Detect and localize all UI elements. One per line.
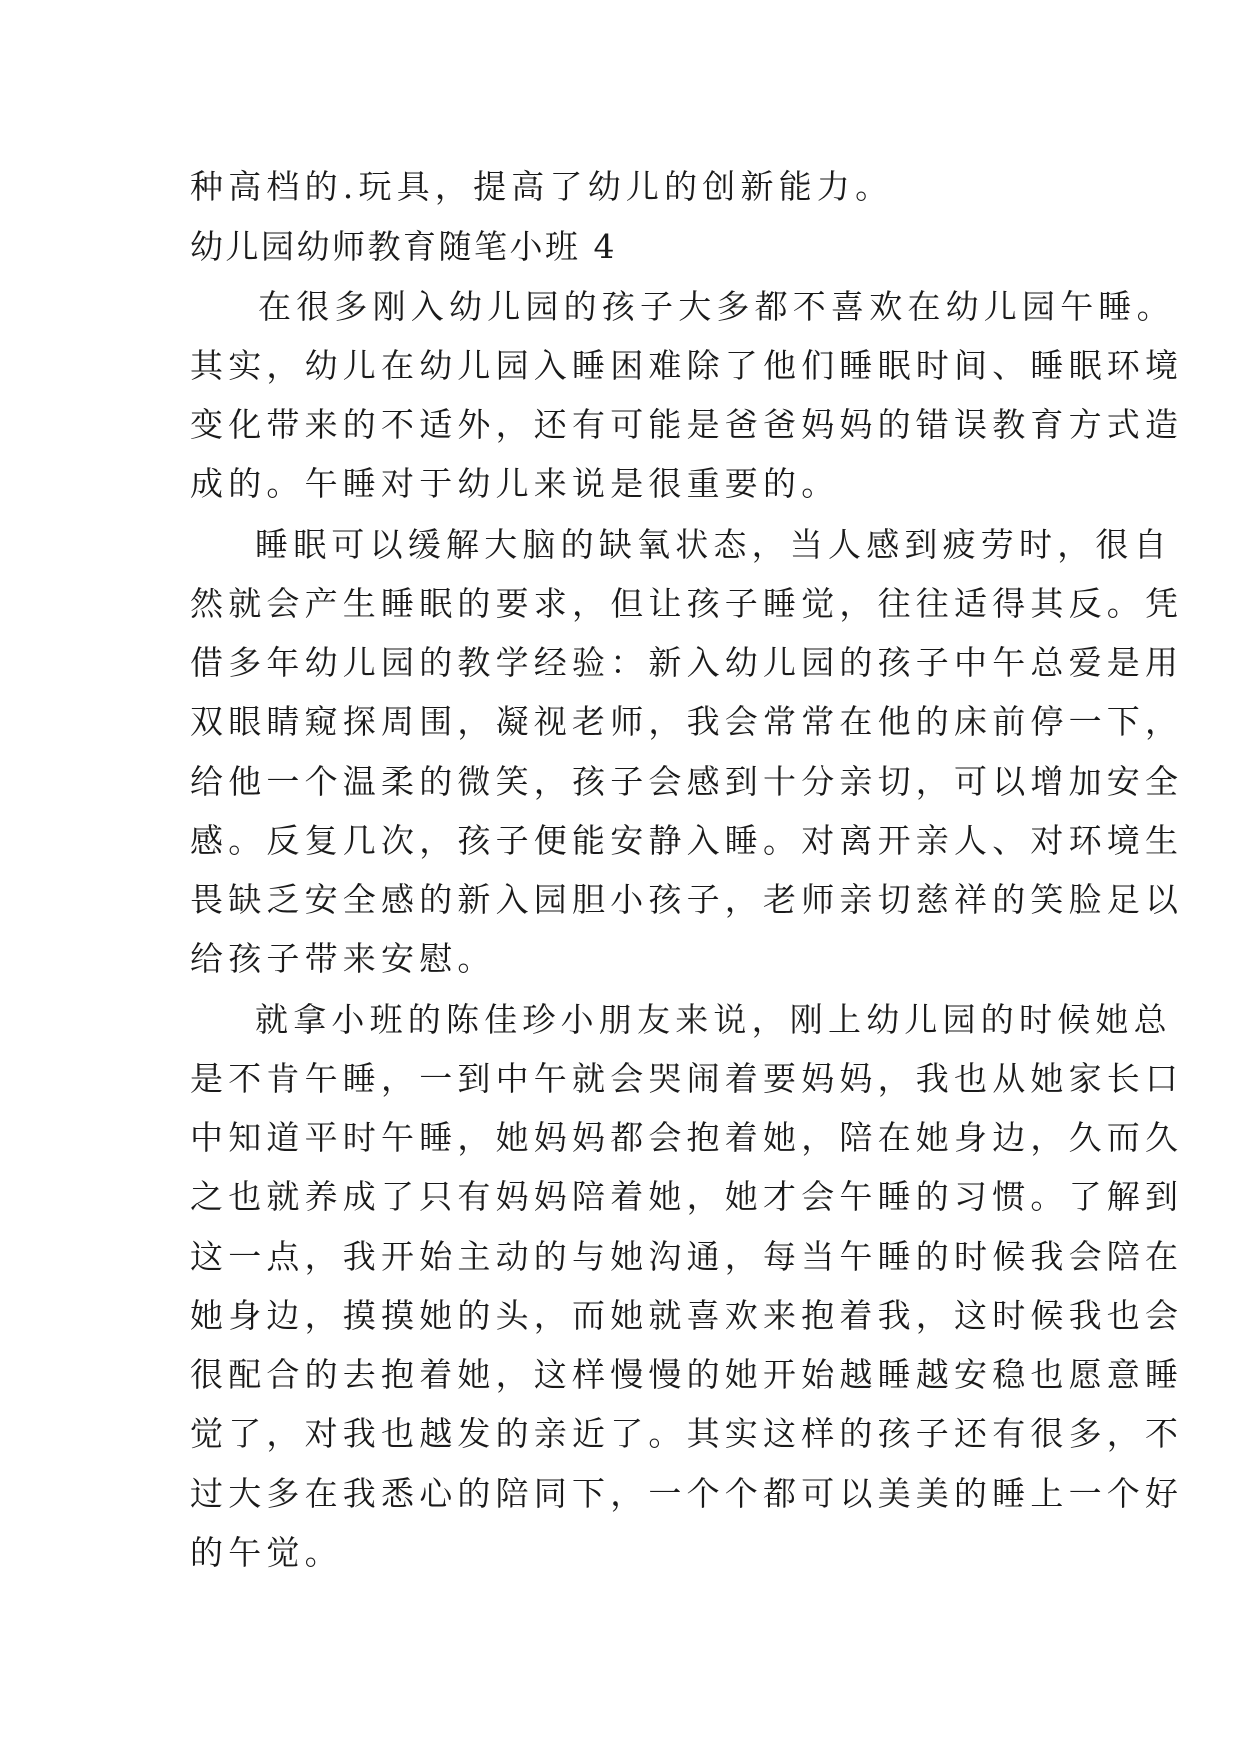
text-line: 借多年幼儿园的教学经验：新入幼儿园的孩子中午总爱是用 (190, 643, 1184, 682)
text-line: 其实，幼儿在幼儿园入睡困难除了他们睡眠时间、睡眠环境 (190, 346, 1184, 385)
text-line: 觉了，对我也越发的亲近了。其实这样的孩子还有很多，不 (190, 1414, 1184, 1453)
text-line: 过大多在我悉心的陪同下，一个个都可以美美的睡上一个好 (190, 1474, 1184, 1513)
text-line: 她身边，摸摸她的头，而她就喜欢来抱着我，这时候我也会 (190, 1296, 1184, 1335)
text-line: 之也就养成了只有妈妈陪着她，她才会午睡的习惯。了解到 (190, 1177, 1184, 1216)
text-line: 成的。午睡对于幼儿来说是很重要的。 (190, 464, 840, 503)
text-line: 中知道平时午睡，她妈妈都会抱着她，陪在她身边，久而久 (190, 1118, 1184, 1157)
paragraph-first-line: 就拿小班的陈佳珍小朋友来说，刚上幼儿园的时候她总 (255, 1000, 1172, 1039)
text-line: 的午觉。 (190, 1533, 343, 1572)
text-line: 种高档的.玩具，提高了幼儿的创新能力。 (190, 167, 894, 206)
text-line: 双眼睛窥探周围，凝视老师，我会常常在他的床前停一下， (190, 702, 1184, 741)
paragraph-first-line: 在很多刚入幼儿园的孩子大多都不喜欢在幼儿园午睡。 (258, 287, 1175, 326)
paragraph-first-line: 睡眠可以缓解大脑的缺氧状态，当人感到疲劳时，很自 (255, 525, 1172, 564)
text-line: 然就会产生睡眠的要求，但让孩子睡觉，往往适得其反。凭 (190, 584, 1184, 623)
section-heading: 幼儿园幼师教育随笔小班 4 (190, 227, 617, 266)
text-line: 变化带来的不适外，还有可能是爸爸妈妈的错误教育方式造 (190, 405, 1184, 444)
text-line: 给他一个温柔的微笑，孩子会感到十分亲切，可以增加安全 (190, 762, 1184, 801)
text-line: 是不肯午睡，一到中午就会哭闹着要妈妈，我也从她家长口 (190, 1059, 1184, 1098)
text-line: 畏缺乏安全感的新入园胆小孩子，老师亲切慈祥的笑脸足以 (190, 880, 1184, 919)
text-line: 感。反复几次，孩子便能安静入睡。对离开亲人、对环境生 (190, 821, 1184, 860)
text-line: 这一点，我开始主动的与她沟通，每当午睡的时候我会陪在 (190, 1237, 1184, 1276)
text-line: 给孩子带来安慰。 (190, 939, 496, 978)
text-line: 很配合的去抱着她，这样慢慢的她开始越睡越安稳也愿意睡 (190, 1355, 1184, 1394)
